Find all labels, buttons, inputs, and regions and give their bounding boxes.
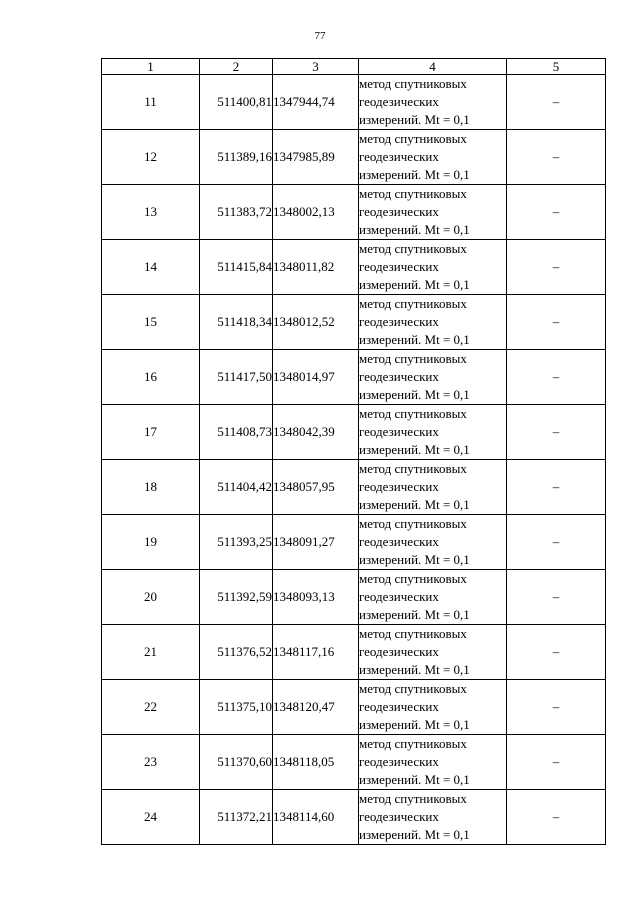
- method-cell: [359, 460, 507, 515]
- method-line-3: измерений. Mt = 0,1: [359, 662, 470, 677]
- x-coordinate-cell: 511376,52: [200, 625, 273, 680]
- point-number-cell: 17: [102, 405, 200, 460]
- point-number-cell: 21: [102, 625, 200, 680]
- method-cell: [359, 570, 507, 625]
- method-line-2: геодезических: [359, 204, 439, 219]
- method-line-3: измерений. Mt = 0,1: [359, 442, 470, 457]
- method-line-2: геодезических: [359, 479, 439, 494]
- method-line-1: метод спутниковых: [359, 296, 467, 311]
- y-coordinate-cell: 1348014,97: [273, 350, 359, 405]
- x-coordinate-cell: 511375,10: [200, 680, 273, 735]
- note-cell: –: [507, 515, 606, 570]
- method-line-2: геодезических: [359, 259, 439, 274]
- method-cell: [359, 75, 507, 130]
- note-cell: –: [507, 460, 606, 515]
- point-number-cell: 24: [102, 790, 200, 845]
- x-coordinate-cell: 511418,34: [200, 295, 273, 350]
- method-cell: [359, 240, 507, 295]
- note-cell: –: [507, 130, 606, 185]
- method-line-1: метод спутниковых: [359, 736, 467, 751]
- point-number-cell: 20: [102, 570, 200, 625]
- note-cell: –: [507, 75, 606, 130]
- point-number-cell: 12: [102, 130, 200, 185]
- note-cell: –: [507, 625, 606, 680]
- method-line-2: геодезических: [359, 644, 439, 659]
- table-row: [102, 405, 606, 460]
- point-number-cell: 23: [102, 735, 200, 790]
- y-coordinate-cell: 1348093,13: [273, 570, 359, 625]
- note-cell: –: [507, 735, 606, 790]
- y-coordinate-cell: 1347985,89: [273, 130, 359, 185]
- method-line-1: метод спутниковых: [359, 186, 467, 201]
- x-coordinate-cell: 511392,59: [200, 570, 273, 625]
- method-line-1: метод спутниковых: [359, 516, 467, 531]
- x-coordinate-cell: 511393,25: [200, 515, 273, 570]
- x-coordinate-cell: 511400,81: [200, 75, 273, 130]
- column-header-2: 2: [200, 59, 273, 75]
- method-line-3: измерений. Mt = 0,1: [359, 222, 470, 237]
- method-cell: [359, 735, 507, 790]
- method-line-3: измерений. Mt = 0,1: [359, 772, 470, 787]
- method-line-1: метод спутниковых: [359, 681, 467, 696]
- method-cell: [359, 790, 507, 845]
- table-row: [102, 680, 606, 735]
- method-line-2: геодезических: [359, 699, 439, 714]
- y-coordinate-cell: 1348114,60: [273, 790, 359, 845]
- note-cell: –: [507, 405, 606, 460]
- method-line-1: метод спутниковых: [359, 131, 467, 146]
- point-number-cell: 13: [102, 185, 200, 240]
- method-line-3: измерений. Mt = 0,1: [359, 112, 470, 127]
- y-coordinate-cell: 1348120,47: [273, 680, 359, 735]
- table-row: [102, 240, 606, 295]
- table-body: [102, 59, 606, 845]
- note-cell: –: [507, 680, 606, 735]
- method-cell: [359, 515, 507, 570]
- point-number-cell: 16: [102, 350, 200, 405]
- method-line-3: измерений. Mt = 0,1: [359, 717, 470, 732]
- method-line-1: метод спутниковых: [359, 406, 467, 421]
- method-line-2: геодезических: [359, 534, 439, 549]
- point-number-cell: 22: [102, 680, 200, 735]
- y-coordinate-cell: 1348117,16: [273, 625, 359, 680]
- method-line-1: метод спутниковых: [359, 571, 467, 586]
- x-coordinate-cell: 511408,73: [200, 405, 273, 460]
- table-row: [102, 460, 606, 515]
- method-line-2: геодезических: [359, 94, 439, 109]
- y-coordinate-cell: 1348012,52: [273, 295, 359, 350]
- method-line-3: измерений. Mt = 0,1: [359, 167, 470, 182]
- point-number-cell: 19: [102, 515, 200, 570]
- method-line-3: измерений. Mt = 0,1: [359, 497, 470, 512]
- note-cell: –: [507, 240, 606, 295]
- method-cell: [359, 680, 507, 735]
- point-number-cell: 15: [102, 295, 200, 350]
- x-coordinate-cell: 511372,21: [200, 790, 273, 845]
- note-cell: –: [507, 295, 606, 350]
- method-line-1: метод спутниковых: [359, 351, 467, 366]
- table-row: [102, 625, 606, 680]
- y-coordinate-cell: 1348118,05: [273, 735, 359, 790]
- method-cell: [359, 295, 507, 350]
- x-coordinate-cell: 511417,50: [200, 350, 273, 405]
- method-cell: [359, 130, 507, 185]
- method-line-3: измерений. Mt = 0,1: [359, 552, 470, 567]
- column-header-5: 5: [507, 59, 606, 75]
- method-line-1: метод спутниковых: [359, 241, 467, 256]
- coordinates-table: [101, 58, 606, 845]
- method-line-3: измерений. Mt = 0,1: [359, 827, 470, 842]
- y-coordinate-cell: 1348042,39: [273, 405, 359, 460]
- table-row: [102, 515, 606, 570]
- method-line-2: геодезических: [359, 424, 439, 439]
- method-cell: [359, 625, 507, 680]
- method-line-2: геодезических: [359, 149, 439, 164]
- note-cell: –: [507, 350, 606, 405]
- method-cell: [359, 405, 507, 460]
- method-line-2: геодезических: [359, 314, 439, 329]
- x-coordinate-cell: 511370,60: [200, 735, 273, 790]
- x-coordinate-cell: 511383,72: [200, 185, 273, 240]
- table-row: [102, 75, 606, 130]
- method-line-3: измерений. Mt = 0,1: [359, 277, 470, 292]
- method-line-1: метод спутниковых: [359, 791, 467, 806]
- x-coordinate-cell: 511415,84: [200, 240, 273, 295]
- table-row: [102, 570, 606, 625]
- method-line-3: измерений. Mt = 0,1: [359, 387, 470, 402]
- method-line-2: геодезических: [359, 754, 439, 769]
- page-number: 77: [314, 30, 326, 42]
- method-cell: [359, 350, 507, 405]
- x-coordinate-cell: 511389,16: [200, 130, 273, 185]
- method-line-2: геодезических: [359, 369, 439, 384]
- method-line-2: геодезических: [359, 809, 439, 824]
- point-number-cell: 11: [102, 75, 200, 130]
- table-row: [102, 130, 606, 185]
- method-cell: [359, 185, 507, 240]
- y-coordinate-cell: 1348011,82: [273, 240, 359, 295]
- column-header-4: 4: [359, 59, 507, 75]
- x-coordinate-cell: 511404,42: [200, 460, 273, 515]
- method-line-1: метод спутниковых: [359, 626, 467, 641]
- column-header-1: 1: [102, 59, 200, 75]
- method-line-3: измерений. Mt = 0,1: [359, 607, 470, 622]
- table-row: [102, 735, 606, 790]
- column-header-3: 3: [273, 59, 359, 75]
- note-cell: –: [507, 570, 606, 625]
- table-row: [102, 790, 606, 845]
- note-cell: –: [507, 185, 606, 240]
- y-coordinate-cell: 1347944,74: [273, 75, 359, 130]
- y-coordinate-cell: 1348057,95: [273, 460, 359, 515]
- y-coordinate-cell: 1348002,13: [273, 185, 359, 240]
- point-number-cell: 18: [102, 460, 200, 515]
- note-cell: –: [507, 790, 606, 845]
- method-line-1: метод спутниковых: [359, 76, 467, 91]
- table-row: [102, 350, 606, 405]
- table-row: [102, 185, 606, 240]
- method-line-1: метод спутниковых: [359, 461, 467, 476]
- table-row: [102, 295, 606, 350]
- method-line-2: геодезических: [359, 589, 439, 604]
- method-line-3: измерений. Mt = 0,1: [359, 332, 470, 347]
- point-number-cell: 14: [102, 240, 200, 295]
- y-coordinate-cell: 1348091,27: [273, 515, 359, 570]
- header-row: [102, 59, 606, 75]
